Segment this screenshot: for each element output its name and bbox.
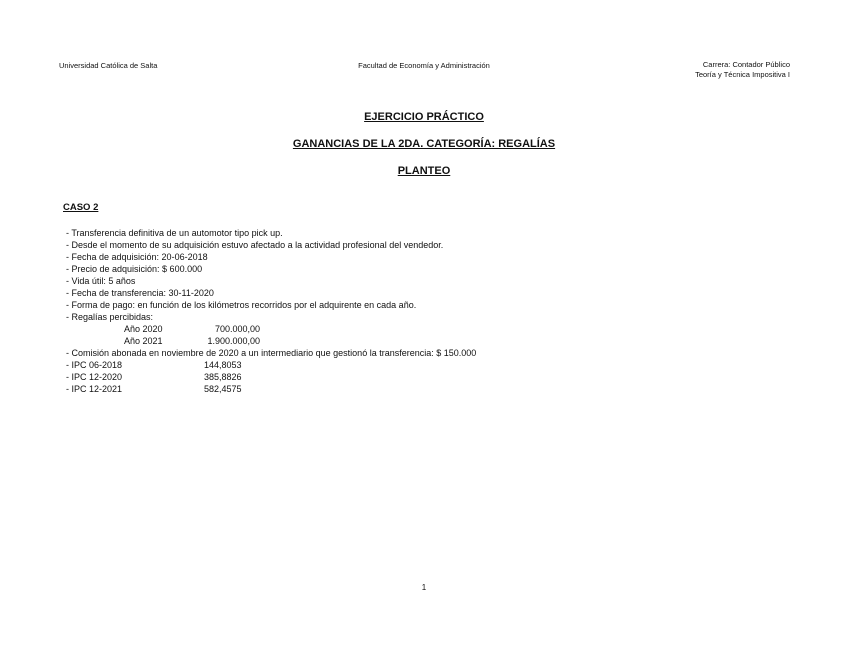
title-planteo: PLANTEO — [397, 165, 451, 177]
detail-line: - Desde el momento de su adquisición estuvo afectado a la actividad profesional del vendedor. — [66, 240, 444, 250]
ipc-label: - IPC 06-2018 — [66, 360, 123, 370]
page-number: 1 — [421, 583, 427, 592]
title-exercise: EJERCICIO PRÁCTICO — [364, 111, 484, 123]
detail-line: - Vida útil: 5 años — [66, 276, 136, 286]
detail-line: - Fecha de adquisición: 20-06-2018 — [66, 252, 208, 262]
header-course — [695, 60, 790, 80]
royalty-amount: 1.900.000,00 — [207, 336, 260, 346]
detail-line: - Comisión abonada en noviembre de 2020 a un intermediario que gestionó la transferencia: $ 150.000 — [66, 348, 477, 358]
ipc-row — [66, 359, 476, 371]
header-subject: Teoría y Técnica Impositiva I — [695, 70, 790, 79]
royalty-year: Año 2021 — [124, 336, 163, 346]
header-career: Carrera: Contador Público — [702, 60, 790, 69]
ipc-row — [66, 371, 476, 383]
case-details — [66, 227, 476, 395]
ipc-label: - IPC 12-2021 — [66, 384, 123, 394]
royalty-row — [66, 335, 476, 347]
title-topic: GANANCIAS DE LA 2DA. CATEGORÍA: REGALÍAS — [292, 138, 556, 150]
royalty-year: Año 2020 — [124, 324, 163, 334]
ipc-label: - IPC 12-2020 — [66, 372, 123, 382]
header-university: Universidad Católica de Salta — [59, 61, 158, 70]
ipc-row — [66, 383, 476, 395]
detail-line: - Regalías percibidas: — [66, 312, 154, 322]
detail-line: - Transferencia definitiva de un automotor tipo pick up. — [66, 228, 283, 238]
case-label: CASO 2 — [63, 202, 99, 213]
detail-line: - Precio de adquisición: $ 600.000 — [66, 264, 203, 274]
header-faculty: Facultad de Economía y Administración — [358, 61, 490, 70]
royalty-amount: 700.000,00 — [214, 324, 260, 334]
detail-line: - Fecha de transferencia: 30-11-2020 — [66, 288, 214, 298]
ipc-value: 144,8053 — [204, 360, 242, 370]
ipc-value: 582,4575 — [204, 384, 242, 394]
royalty-row — [66, 323, 476, 335]
detail-line: - Forma de pago: en función de los kilómetros recorridos por el adquirente en cada año. — [66, 300, 417, 310]
ipc-value: 385,8826 — [204, 372, 242, 382]
